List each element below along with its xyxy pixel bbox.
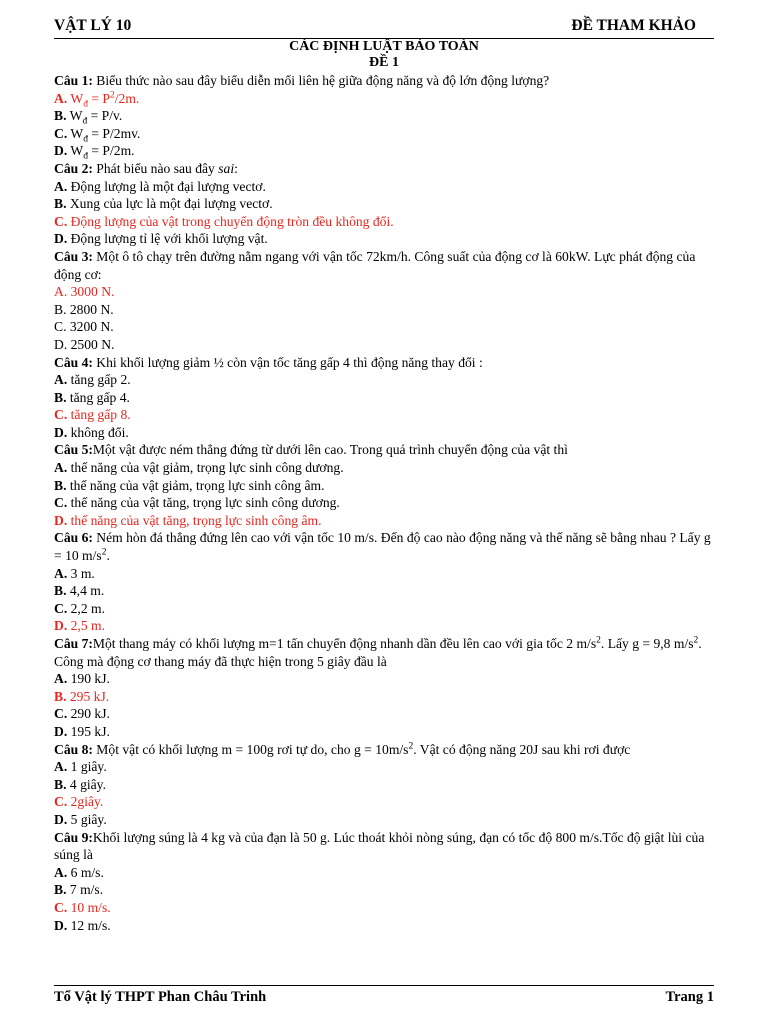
option-b: B. $W_đ = P/v$. [54, 108, 123, 127]
question-label: Câu 3: [54, 248, 93, 264]
question-text: Một vật có khối lượng m = 100g rơi tự do, cho g = 10m/s [92, 741, 409, 757]
option-letter: D. [54, 723, 68, 739]
page-footer [54, 985, 714, 1008]
option-letter: C. [54, 213, 68, 229]
question-stem [54, 72, 719, 90]
question-label: Câu 1: [54, 73, 93, 88]
option-b: B. Xung của lực là một đại lượng vectơ. [54, 196, 273, 212]
option-letter: B. [54, 776, 67, 792]
question-6 [54, 529, 719, 635]
question-text: Phát biểu nào sau đây [92, 160, 219, 176]
option-a: A. 190 kJ. [54, 671, 110, 687]
option-d: D. 195 kJ. [54, 723, 110, 739]
option-a: A. 3000 N. [54, 284, 115, 300]
option-letter: B. [54, 196, 67, 212]
option-letter: D. [54, 512, 68, 528]
option-letter: B. [54, 301, 67, 317]
option-b: B. 4 giây. [54, 776, 106, 792]
option-c: C. $W_đ = P/2mv$. [54, 125, 141, 145]
question-text: Khối lượng súng là 4 kg và của đạn là 50 g. Lúc thoát khỏi nòng súng, đạn có tốc độ 800 m/s.Tốc độ giật lùi của súng là [54, 829, 705, 863]
page-number: Trang 1 [665, 989, 714, 1005]
question-label: Câu 2: [54, 160, 93, 176]
option-a: A. 1 giây. [54, 759, 107, 775]
question-text: Một ô tô chạy trên đường nằm ngang với vận tốc 72km/h. Công suất của động cơ là 60kW. Lực phát động của động cơ: [54, 248, 696, 282]
question-text: Biểu thức nào sau đây biểu diễn mối liên hệ giữa động năng và độ lớn động lượng? [92, 73, 550, 88]
option-a: A. Động lượng là một đại lượng vectơ. [54, 178, 266, 194]
question-label: Câu 9: [54, 829, 93, 845]
option-letter: C. [54, 319, 67, 335]
question-text: Ném hòn đá thẳng đứng lên cao với vận tốc 10 m/s. Đến độ cao nào động năng và thế năng sẽ bằng nhau ? Lấy g = 10 m/s [54, 530, 711, 564]
option-letter: C. [54, 794, 68, 810]
question-stem [54, 248, 719, 283]
option-d: D. 2,5 m. [54, 618, 105, 634]
question-label: Câu 5: [54, 442, 93, 458]
option-d: D. Động lượng tỉ lệ với khối lượng vật. [54, 231, 268, 247]
option-letter: A. [54, 565, 68, 581]
option-letter: B. [54, 477, 67, 493]
option-c: C. Động lượng của vật trong chuyển động tròn đều không đổi. [54, 213, 394, 229]
document-subtitle: ĐỀ 1 [369, 55, 399, 70]
question-stem [54, 441, 719, 459]
question-list [54, 72, 719, 934]
option-b: B. 7 m/s. [54, 882, 104, 898]
option-b: B. 4,4 m. [54, 583, 105, 599]
option-letter: A. [54, 90, 68, 106]
option-letter: D. [54, 424, 68, 440]
option-a: A. tăng gấp 2. [54, 372, 131, 388]
question-9 [54, 829, 719, 935]
question-stem: Câu 7:Một thang máy có khối lượng m=1 tấn chuyển động nhanh dần đều lên cao với gia tốc 2 $m/s^2$. Lấy g = 9,8 $m/s^2$. Công mà động cơ thang máy đã thực hiện trong 5 giây đầu là [54, 635, 702, 669]
option-d: D. 5 giây. [54, 811, 107, 827]
option-d: D. 12 m/s. [54, 917, 111, 933]
question-stem: Câu 2: Phát biểu nào sau đây sai: [54, 160, 238, 176]
document-title: CÁC ĐỊNH LUẬT BẢO TOÀN [289, 39, 479, 54]
question-3 [54, 248, 719, 354]
question-label: Câu 6: [54, 530, 93, 546]
option-letter: A. [54, 178, 68, 194]
option-a: A. thế năng của vật giảm, trọng lực sinh công dương. [54, 460, 344, 476]
option-c: C. 10 m/s. [54, 899, 111, 915]
question-5 [54, 441, 719, 529]
question-8 [54, 741, 719, 829]
option-a: A. 6 m/s. [54, 864, 104, 880]
footer-department: Tổ Vật lý THPT Phan Châu Trinh [54, 989, 267, 1005]
option-letter: A. [54, 671, 68, 687]
option-d: D. $W_đ = P/2m$. [54, 143, 135, 163]
option-letter: C. [54, 600, 68, 616]
option-letter: A. [54, 759, 68, 775]
option-letter: D. [54, 336, 68, 352]
option-letter: A. [54, 864, 68, 880]
question-text: Khi khối lượng giảm ½ còn vận tốc tăng gấp 4 thì động năng thay đổi : [92, 354, 483, 370]
option-letter: D. [54, 231, 68, 247]
question-7 [54, 635, 719, 741]
page-header [54, 16, 714, 39]
option-d: D. 2500 N. [54, 336, 115, 352]
question-stem [54, 829, 719, 864]
option-letter: D. [54, 811, 68, 827]
option-c: C. tăng gấp 8. [54, 407, 131, 423]
option-a: A. $W_đ = P^2/2m$. [54, 90, 140, 110]
option-letter: C. [54, 899, 68, 915]
exam-type-label: ĐỀ THAM KHẢO [571, 17, 696, 34]
question-stem: Câu 6: Ném hòn đá thẳng đứng lên cao với vận tốc 10 m/s. Đến độ cao nào động năng và thế năng sẽ bằng nhau ? Lấy g = 10 $m/s^2$. [54, 530, 711, 564]
option-b: B. 2800 N. [54, 301, 114, 317]
question-4 [54, 354, 719, 442]
option-letter: B. [54, 108, 67, 124]
option-letter: B. [54, 882, 67, 898]
question-text: Một vật được ném thẳng đứng từ dưới lên cao. Trong quá trình chuyển động của vật thì [92, 442, 568, 458]
option-c: C. 2giây. [54, 794, 104, 810]
option-c: C. 3200 N. [54, 319, 114, 335]
option-letter: A. [54, 372, 68, 388]
question-label: Câu 8: [54, 741, 93, 757]
question-text: Một thang máy có khối lượng m=1 tấn chuyển động nhanh dần đều lên cao với gia tốc 2 m/s [92, 636, 597, 651]
option-d: D. không đổi. [54, 424, 129, 440]
subject-label: VẬT LÝ 10 [54, 17, 132, 34]
option-letter: B. [54, 389, 67, 405]
option-letter: C. [54, 706, 68, 722]
option-d: D. thế năng của vật tăng, trọng lực sinh công âm. [54, 512, 322, 528]
option-b: B. thế năng của vật giảm, trọng lực sinh công âm. [54, 477, 325, 493]
option-letter: B. [54, 583, 67, 599]
option-letter: A. [54, 284, 68, 300]
option-c: C. 2,2 m. [54, 600, 105, 616]
option-b: B. 295 kJ. [54, 688, 110, 704]
question-label: Câu 7: [54, 636, 93, 651]
option-letter: D. [54, 618, 68, 634]
question-stem: Câu 8: Một vật có khối lượng m = 100g rơi tự do, cho $g = 10m/s^2$. Vật có động năng 20J sau khi rơi được [54, 741, 631, 757]
question-2 [54, 160, 719, 248]
option-c: C. thế năng của vật tăng, trọng lực sinh công dương. [54, 495, 340, 511]
option-a: A. 3 m. [54, 565, 95, 581]
option-letter: C. [54, 125, 68, 141]
option-letter: C. [54, 407, 68, 423]
question-1 [54, 72, 719, 163]
option-b: B. tăng gấp 4. [54, 389, 130, 405]
option-c: C. 290 kJ. [54, 706, 110, 722]
option-letter: C. [54, 495, 68, 511]
option-letter: D. [54, 917, 68, 933]
option-letter: D. [54, 143, 68, 159]
question-stem [54, 354, 719, 372]
question-label: Câu 4: [54, 354, 93, 370]
option-letter: A. [54, 460, 68, 476]
option-letter: B. [54, 688, 67, 704]
